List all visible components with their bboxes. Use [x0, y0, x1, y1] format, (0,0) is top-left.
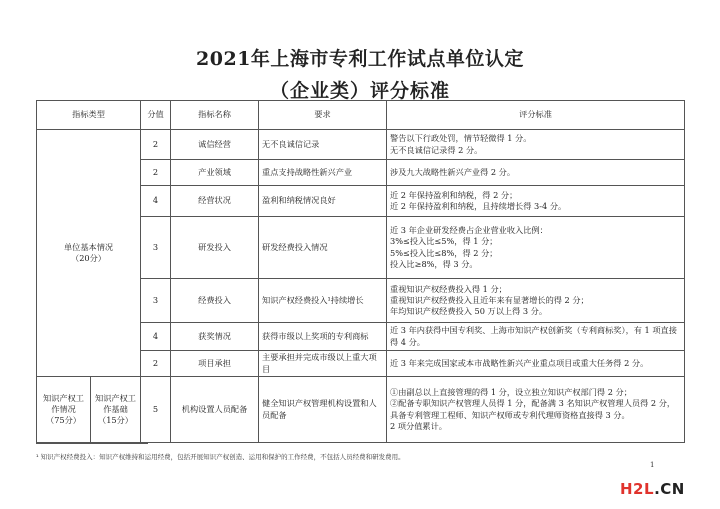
criteria-line: 警告以下行政处罚，情节轻微得 1 分。 [390, 133, 532, 144]
criteria-line: 近 3 年企业研发经费占企业营业收入比例： [390, 225, 548, 236]
group-basic-label: 单位基本情况 [63, 241, 114, 252]
row-score: 3 [141, 279, 171, 323]
criteria-line: 5%≤投入比≤8%，得 2 分； [390, 247, 498, 258]
document-title-line2: （企业类）评分标准 [269, 80, 450, 102]
page-number: 1 [650, 461, 655, 469]
row-requirement: 无不良诚信记录 [259, 130, 387, 160]
header-type: 指标类型 [37, 101, 141, 130]
row-criteria [387, 323, 685, 351]
row-name: 经营状况 [171, 186, 259, 217]
row-name: 研发投入 [171, 217, 259, 279]
watermark-part2: CN [660, 480, 685, 498]
table-header-row [37, 101, 685, 130]
criteria-line: 年均知识产权经费投入 50 万以上得 3 分。 [390, 306, 548, 317]
table-row [37, 377, 685, 443]
group-basic-info [37, 130, 141, 377]
watermark-logo [620, 480, 685, 498]
row-score: 2 [141, 160, 171, 186]
criteria-line: ①由副总以上直接管理的得 1 分，设立独立知识产权部门得 2 分； [390, 387, 632, 398]
subgroup-ip-foundation [91, 377, 141, 443]
table-row [37, 130, 685, 160]
footnote: ¹ 知识产权经费投入：知识产权维持和运用经费，包括开展知识产权创造、运用和保护的工作经费，不包括人员经费和研发费用。 [36, 453, 405, 461]
criteria-line: ②配备专职知识产权管理人员得 1 分，配备满 3 名知识产权管理人员得 2 分，具备专利管理工程师、知识产权师或专利代理师资格直接得 3 分。 [390, 398, 676, 420]
row-score: 5 [141, 377, 171, 443]
row-criteria [387, 160, 685, 186]
row-criteria [387, 279, 685, 323]
header-criteria: 评分标准 [387, 101, 685, 130]
group-ip-label: 知识产权工作情况 [43, 392, 84, 414]
row-score: 4 [141, 186, 171, 217]
criteria-line: 近 2 年保持盈利和纳税，得 2 分； [390, 189, 518, 200]
document-title-line1: 2021年上海市专利工作试点单位认定 [196, 48, 524, 70]
row-name: 经费投入 [171, 279, 259, 323]
criteria-line: 重视知识产权经费投入且近年来有显著增长的得 2 分； [390, 294, 589, 305]
subgroup-ip-points: （15分） [98, 415, 133, 426]
row-requirement: 研发经费投入情况 [259, 217, 387, 279]
criteria-line: 涉及九大战略性新兴产业得 2 分。 [390, 166, 516, 177]
row-criteria [387, 186, 685, 217]
row-criteria [387, 351, 685, 377]
row-requirement: 健全知识产权管理机构设置和人员配备 [259, 377, 387, 443]
row-requirement: 知识产权经费投入¹持续增长 [259, 279, 387, 323]
header-requirement: 要求 [259, 101, 387, 130]
row-criteria [387, 217, 685, 279]
row-requirement: 主要承担并完成市级以上重大项目 [259, 351, 387, 377]
criteria-line: 无不良诚信记录得 2 分。 [390, 144, 483, 155]
row-score: 4 [141, 323, 171, 351]
criteria-line: 投入比≥8%，得 3 分。 [390, 258, 478, 269]
row-requirement: 重点支持战略性新兴产业 [259, 160, 387, 186]
group-ip-work [37, 377, 91, 443]
criteria-line: 近 3 年内获得中国专利奖、上海市知识产权创新奖（专利商标奖），有 1 项直接得 4 分。 [390, 325, 677, 347]
footnote-separator [36, 443, 148, 444]
row-requirement: 盈利和纳税情况良好 [259, 186, 387, 217]
criteria-line: 近 2 年保持盈利和纳税，且持续增长得 3-4 分。 [390, 201, 567, 211]
watermark-dot: . [654, 480, 661, 498]
group-basic-points: （20分） [71, 253, 106, 263]
scoring-table [36, 100, 685, 443]
criteria-line: 重视知识产权经费投入得 1 分； [390, 283, 507, 294]
group-ip-points: （75分） [46, 415, 81, 426]
row-requirement: 获得市级以上奖项的专利商标 [259, 323, 387, 351]
header-score: 分值 [141, 101, 171, 130]
row-name: 产业领域 [171, 160, 259, 186]
row-name: 获奖情况 [171, 323, 259, 351]
row-name: 诚信经营 [171, 130, 259, 160]
criteria-line: 2 项分值累计。 [390, 420, 447, 431]
row-name: 机构设置人员配备 [171, 377, 259, 443]
row-score: 2 [141, 351, 171, 377]
header-name: 指标名称 [171, 101, 259, 130]
criteria-line: 3%≤投入比≤5%，得 1 分； [390, 236, 498, 247]
row-score: 2 [141, 130, 171, 160]
watermark-part1: H2L [620, 480, 655, 498]
row-score: 3 [141, 217, 171, 279]
subgroup-ip-label: 知识产权工作基础 [95, 392, 136, 414]
criteria-line: 近 3 年来完成国家或本市战略性新兴产业重点项目或重大任务得 2 分。 [390, 357, 649, 368]
row-criteria [387, 130, 685, 160]
row-name: 项目承担 [171, 351, 259, 377]
row-criteria [387, 377, 685, 443]
